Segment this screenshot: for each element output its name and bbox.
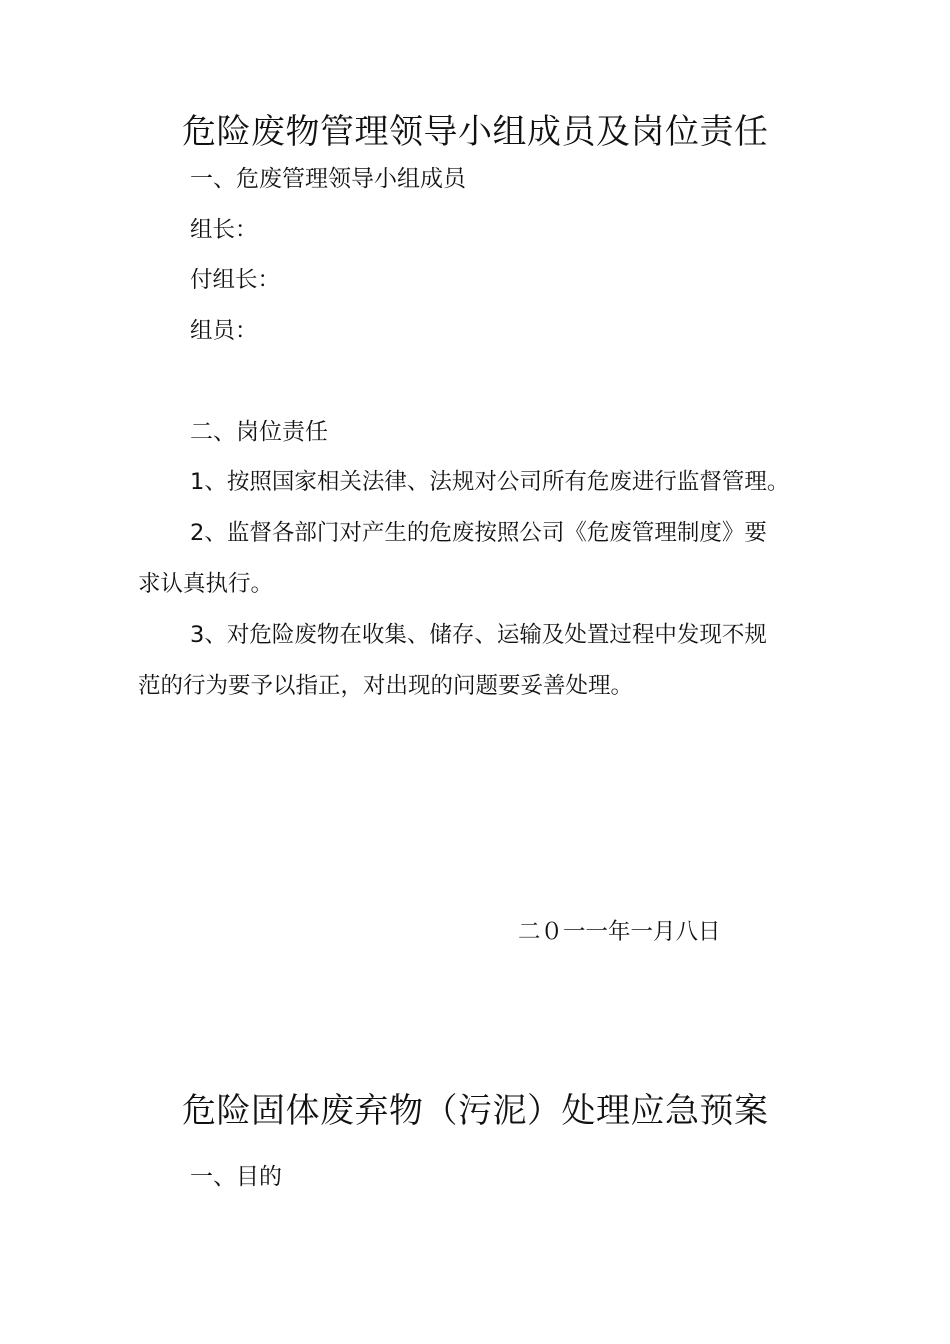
responsibility-item-1: 1、按照国家相关法律、法规对公司所有危废进行监督管理。 [190, 469, 790, 495]
responsibility-item-2-line-1: 2、监督各部门对产生的危废按照公司《危废管理制度》要 [190, 520, 767, 546]
label-leader: 组长： [190, 217, 258, 243]
document-title-waste-management: 危险废物管理领导小组成员及岗位责任 [182, 112, 769, 152]
label-deputy-leader: 付组长： [190, 267, 281, 293]
section-heading-members: 一、危废管理领导小组成员 [190, 166, 466, 192]
responsibility-item-2-line-2: 求认真执行。 [138, 571, 274, 597]
document-date: 二０一一年一月八日 [518, 919, 721, 945]
responsibility-item-3-line-1: 3、对危险废物在收集、储存、运输及处置过程中发现不规 [190, 622, 767, 648]
section-heading-responsibilities: 二、岗位责任 [190, 419, 328, 445]
section-heading-purpose: 一、目的 [190, 1164, 282, 1190]
responsibility-item-3-line-2: 范的行为要予以指正，对出现的问题要妥善处理。 [138, 673, 634, 699]
label-members: 组员： [190, 318, 258, 344]
document-title-emergency-plan: 危险固体废弃物（污泥）处理应急预案 [182, 1091, 769, 1131]
